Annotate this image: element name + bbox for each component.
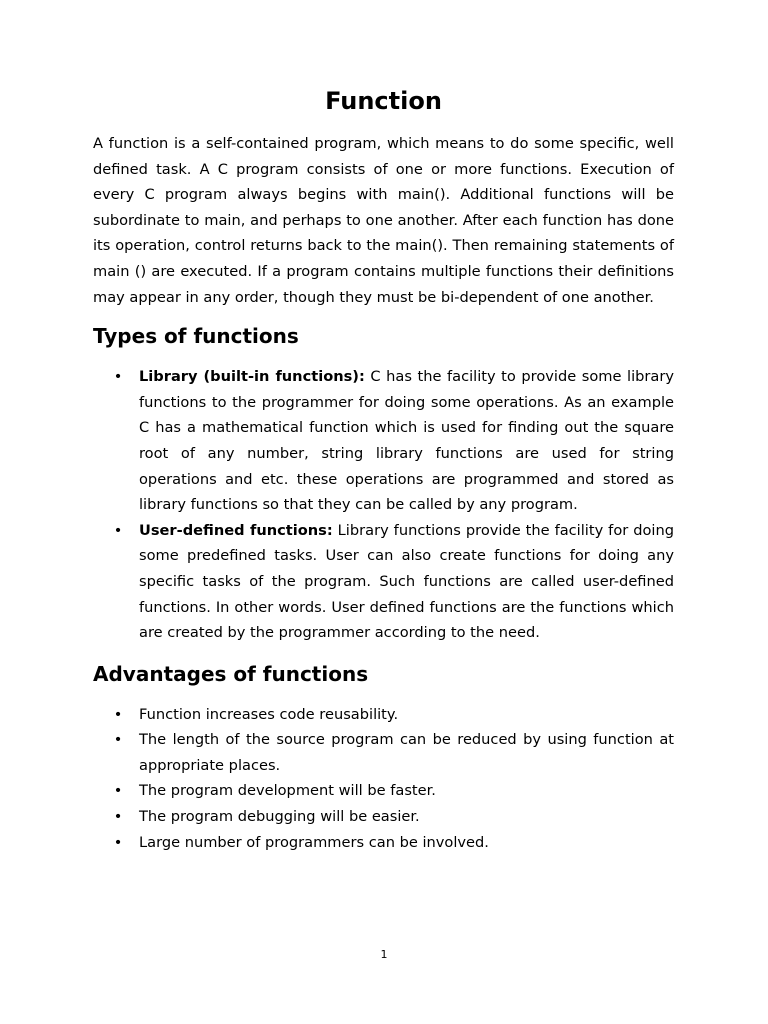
list-item-text: Library functions provide the facility for doing some predefined tasks. User can also create functions for doing any specific tasks of the program. Such functions are called user-defined functions. In other words. User defined functions are the functions which are created by the programmer according to the need. <box>139 521 674 642</box>
bullet-icon: • <box>113 368 123 386</box>
page-number: 1 <box>380 948 388 961</box>
page-title: Function <box>325 87 442 115</box>
bullet-icon: • <box>113 731 123 749</box>
list-item-text: C has the facility to provide some library functions to the programmer for doing some operations. As an example C has a mathematical function which is used for finding out the square root of any number, string library functions are used for string operations and etc. these operations are programmed and stored as library functions so that they can be called by any program. <box>139 368 674 514</box>
bullet-icon: • <box>113 833 123 851</box>
list-item-text: The length of the source program can be reduced by using function at appropriate places. <box>139 731 674 774</box>
list-item <box>93 727 674 778</box>
list-item-text: Large number of programmers can be involved. <box>139 833 489 851</box>
intro-paragraph: A function is a self-contained program, which means to do some specific, well defined task. A C program consists of one or more functions. Execution of every C program always begins with main(). Additional functions will be subordinate to main, and perhaps to one another. After each function has done its operation, control returns back to the main(). Then remaining statements of main () are executed. If a program contains multiple functions their definitions may appear in any order, though they must be bi-dependent of one another. <box>93 135 674 306</box>
types-list <box>93 364 674 646</box>
list-item-term: Library (built-in functions): <box>139 368 365 386</box>
types-heading: Types of functions <box>93 324 299 349</box>
list-item <box>93 804 674 830</box>
list-item-term: User-defined functions: <box>139 521 333 539</box>
bullet-icon: • <box>113 521 123 539</box>
list-item <box>93 518 674 646</box>
list-item <box>93 364 674 518</box>
bullet-icon: • <box>113 705 123 723</box>
advantages-heading: Advantages of functions <box>93 661 369 686</box>
bullet-icon: • <box>113 782 123 800</box>
list-item <box>93 778 674 804</box>
list-item-text: Function increases code reusability. <box>139 705 399 723</box>
advantages-list <box>93 702 674 856</box>
list-item-text: The program debugging will be easier. <box>139 808 420 826</box>
list-item-text: The program development will be faster. <box>139 782 436 800</box>
list-item <box>93 702 674 728</box>
document-page <box>93 84 674 855</box>
bullet-icon: • <box>113 808 123 826</box>
list-item <box>93 830 674 856</box>
